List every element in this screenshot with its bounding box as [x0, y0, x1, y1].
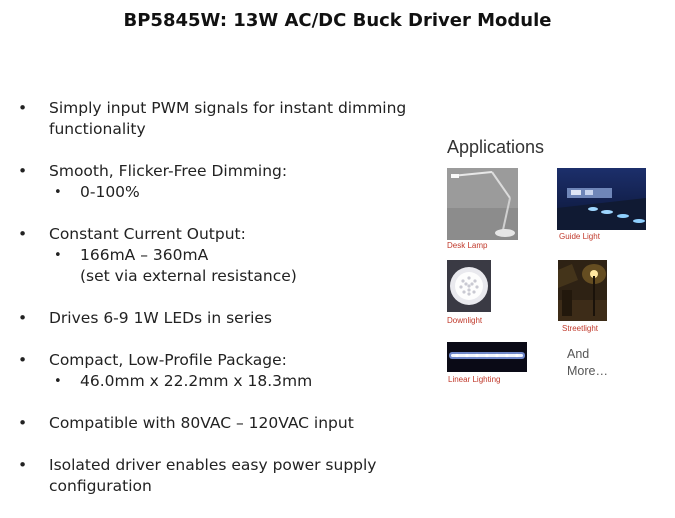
- bullet-dot: •: [18, 309, 28, 327]
- sub-bullet-text: 0-100%: [80, 183, 140, 201]
- bullet-dot: •: [18, 351, 28, 369]
- bullet-item: [18, 308, 448, 329]
- bullet-item: [18, 350, 448, 392]
- sub-bullet-dot: •: [54, 374, 62, 389]
- and-more-line1: And: [567, 347, 590, 361]
- desk-lamp-caption: Desk Lamp: [447, 241, 488, 250]
- bullet-text: Compact, Low-Profile Package:: [49, 351, 287, 369]
- bullet-dot: •: [18, 456, 28, 474]
- bullet-item: [18, 98, 448, 140]
- sub-bullet-text: 166mA – 360mA: [80, 246, 209, 264]
- bullet-text: Compatible with 80VAC – 120VAC input: [49, 414, 354, 432]
- sub-bullet: [49, 182, 448, 203]
- slide-title: BP5845W: 13W AC/DC Buck Driver Module: [123, 10, 552, 31]
- bullet-dot: •: [18, 414, 28, 432]
- linear-lighting-caption: Linear Lighting: [448, 375, 501, 384]
- sub-bullet-dot: •: [54, 248, 62, 263]
- bullet-item: [18, 413, 448, 434]
- bullet-item: [18, 161, 448, 203]
- streetlight-photo: [558, 260, 607, 321]
- sub-bullet: [49, 245, 448, 287]
- guide-light-photo: [557, 168, 646, 230]
- guide-light-caption: Guide Light: [559, 232, 600, 241]
- sub-bullet-dot: •: [54, 185, 62, 200]
- bullet-text: Drives 6-9 1W LEDs in series: [49, 309, 273, 327]
- bullet-dot: •: [18, 99, 28, 117]
- bullet-text-continued: functionality: [49, 120, 146, 138]
- and-more-text: [567, 346, 608, 380]
- applications-heading: Applications: [447, 137, 545, 157]
- sub-bullet: [49, 371, 448, 392]
- bullet-text: Smooth, Flicker-Free Dimming:: [49, 162, 288, 180]
- streetlight-caption: Streetlight: [562, 324, 599, 333]
- bullet-item: [18, 455, 448, 497]
- bullet-list: [18, 98, 448, 518]
- sub-bullet-text: 46.0mm x 22.2mm x 18.3mm: [80, 372, 313, 390]
- desk-lamp-photo: [447, 168, 518, 240]
- sub-bullet-text-continued: (set via external resistance): [80, 267, 297, 285]
- linear-lighting-photo: [447, 342, 527, 372]
- bullet-item: [18, 224, 448, 287]
- downlight-photo: [447, 260, 491, 312]
- bullet-text: Constant Current Output:: [49, 225, 246, 243]
- downlight-caption: Downlight: [447, 316, 483, 325]
- and-more-line2: More…: [567, 364, 608, 378]
- bullet-dot: •: [18, 162, 28, 180]
- bullet-dot: •: [18, 225, 28, 243]
- bullet-text: Simply input PWM signals for instant dimming: [49, 99, 407, 117]
- bullet-text: Isolated driver enables easy power supply configuration: [49, 456, 377, 495]
